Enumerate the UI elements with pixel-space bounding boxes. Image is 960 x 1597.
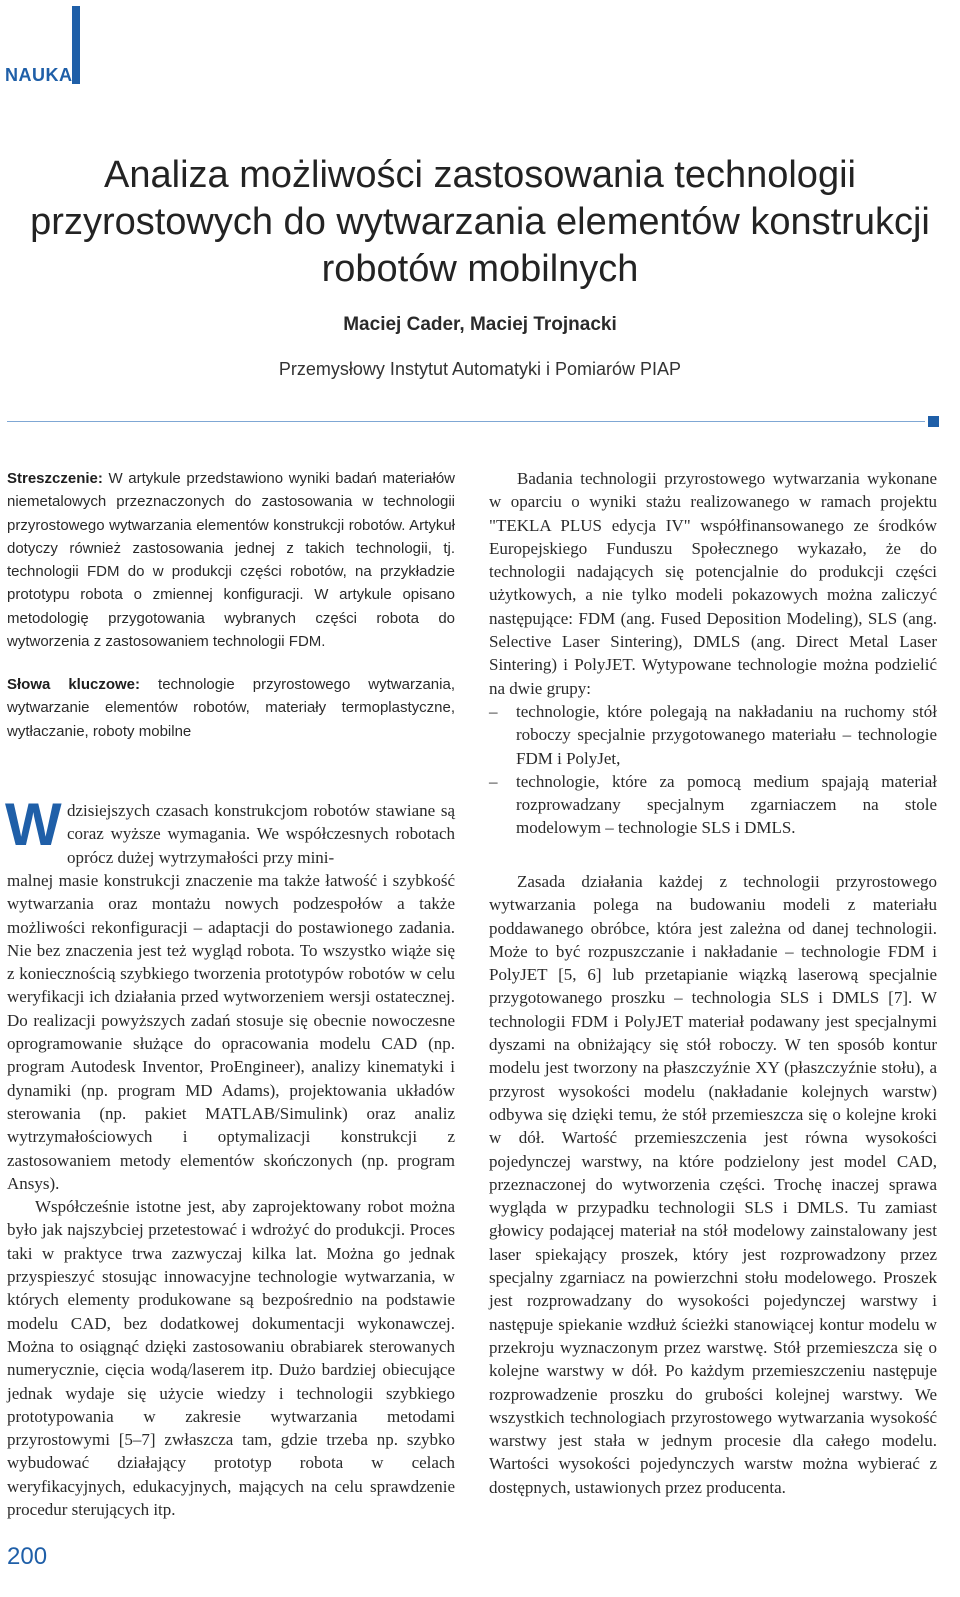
- section-label: NAUKA: [5, 65, 73, 85]
- list-item: [489, 770, 937, 840]
- abstract-label: Streszczenie:: [7, 470, 103, 487]
- abstract-text: W artykule przedstawiono wyniki badań materiałów niemetalowych przeznaczonych do zastosowania w technologii przyrostowego wytwarzania elementów konstrukcji robotów. Artykuł dotyczy również zastosowania jednej z takich technologii, tj. technologii FDM do w produkcji części robotów, na przykładzie prototypu robota o zmiennej konfiguracji. W artykule opisano metodologię przygotowania wybranych części robota do wytworzenia z zastosowaniem technologii FDM.: [7, 470, 455, 651]
- list-item-text: technologie, które za pomocą medium spajają materiał rozprowadzany specjalnym zgarniaczem na stole modelowym – technologie SLS i DMLS.: [516, 771, 937, 838]
- author-affiliation: Przemysłowy Instytut Automatyki i Pomiarów PIAP: [278, 359, 682, 379]
- keywords-label: Słowa kluczowe:: [7, 676, 141, 693]
- paragraph-4: Zasada działania każdej z technologii przyrostowego wytwarzania polega na budowaniu modeli z materiału poddawanego obróbce, która jest zależna od danej technologii. Może to być rozpuszczanie i nakładanie – technologie FDM i PolyJET [5, 6] lub przetapianie wiązką laserową specjalnie przygotowanego proszku – technologia SLS i DMLS [7]. W technologii FDM i PolyJET materiał podawany jest specjalnymi dyszami na obniżający się stół roboczy. W ten sposób kontur modelu jest tworzony na płaszczyźnie XY (płaszczyźnie stołu), a przyrost wysokości modelu (nakładanie kolejnych warstw) odbywa się dzięki temu, że stół przemieszcza się o kolejne kroki w dół. Wartość przemieszczenia jest równa wysokości pojedynczej warstwy, na które podzielony jest model CAD, przeznaczonej do wytworzenia części. Trochę inaczej sprawa wygląda w przypadku technologii SLS i DMLS. Tu zamiast głowicy podającej materiał na stół modelowy zainstalowany jest laser spiekający proszek, który jest rozprowadzony przez specjalny zgarniacz na powierzchni stołu modelowego. Proszek jest rozprowadzany do wysokości pojedynczej warstwy i następuje spiekanie wzdłuż ścieżki stanowiącej kontur modelu w przekroju wyznaczonym przez warstwę. Stół przemieszcza się o kolejne warstwy w dół. Po każdym przemieszczeniu następuje rozprowadzenie proszku do grubości kolejnej warstwy. We wszystkich technologiach przyrostowego wytwarzania wysokość warstwy jest stała w jednym procesie dla całego modelu. Wartości wysokości pojedynczych warstw można wybierać z dostępnych, ustawionych przez producenta.: [489, 872, 937, 1497]
- right-column-top: [489, 467, 937, 840]
- section-accent-bar: [72, 6, 80, 84]
- list-item: [489, 700, 937, 770]
- divider-square-marker: [928, 416, 939, 427]
- intro-paragraph-start: dzisiejszych czasach konstrukcjom robotów stawiane są coraz wyższe wymagania. We współczesnych robotach oprócz dużej wytrzymałości przy mini-: [67, 801, 455, 867]
- keywords: [7, 673, 455, 743]
- article-title: Analiza możliwości zastosowania technologii przyrostowych do wytwarzania elementów konstrukcji robotów mobilnych: [30, 154, 930, 290]
- list-item-text: technologie, które polegają na nakładaniu na ruchomy stół roboczy specjalnie przygotowanego materiału – technologie FDM i PolyJet,: [516, 701, 937, 768]
- paragraph-1-continuation: malnej masie konstrukcji znaczenie ma także łatwość i szybkość wytwarzania oraz montażu nowych podzespołów a także możliwości rekonfiguracji – adaptacji do postawionego zadania. Nie bez znaczenia jest też wygląd robota. To wszystko wiąże się z koniecznością szybkiego tworzenia prototypów robotów w celu weryfikacji ich działania przed wytworzeniem wersji ostatecznej. Do realizacji powyższych zadań stosuje się obecnie nowoczesne oprogramowanie służące do opracowania modelu CAD (np. program Autodesk Inventor, ProEngineer), analizy kinematyki i dynamiki (np. program MD Adams), projektowania układów sterowania (np. pakiet MATLAB/Simulink) oraz analiz wytrzymałościowych i optymalizacji konstrukcji z zastosowaniem metody elementów skończonych (np. program Ansys).: [7, 871, 455, 1193]
- paragraph-2: Współcześnie istotne jest, aby zaprojektowany robot można było jak najszybciej przetestować i wdrożyć do produkcji. Proces taki w praktyce trwa zazwyczaj kilka lat. Można go jednak przyspieszyć stosując innowacyjne technologie wytwarzania, w których elementy produkowane są bezpośrednio na podstawie modelu CAD, bez dodatkowej dokumentacji wykonawczej. Można to osiągnąć dzięki zastosowaniu obrabiarek sterowanych numerycznie, cięcia wodą/laserem itp. Dużo bardziej obiecujące jednak wydaje się użycie wiedzy i technologii szybkiego prototypowania w zakresie wytwarzania metodami przyrostowymi [5–7] zwłaszcza tam, gdzie trzeba np. szybko wybudować działający prototyp robota w celach weryfikacyjnych, edukacyjnych, mających na celu sprawdzenie procedur sterujących itp.: [7, 1197, 455, 1520]
- list-dash: –: [489, 701, 498, 721]
- keywords-text: technologie przyrostowego wytwarzania, wytwarzanie elementów robotów, materiały termoplastyczne, wytłaczanie, roboty mobilne: [7, 676, 455, 740]
- header-divider: [7, 421, 925, 422]
- abstract: [7, 467, 455, 653]
- page-number: 200: [7, 1543, 48, 1570]
- article-authors: Maciej Cader, Maciej Trojnacki: [343, 314, 617, 335]
- list-dash: –: [489, 771, 498, 791]
- right-column-bottom: [489, 870, 937, 1499]
- drop-cap: W: [5, 791, 62, 858]
- left-column-body: [7, 869, 455, 1521]
- paragraph-3: Badania technologii przyrostowego wytwarzania wykonane w oparciu o wyniki stażu realizowanego w ramach projektu "TEKLA PLUS edycja IV" współfinansowanego ze środków Europejskiego Funduszu Społecznego wykazało, że do technologii nadających się potencjalnie do produkcji części użytkowych, a nie tylko modeli pokazowych można zaliczyć następujące: FDM (ang. Fused Deposition Modeling), SLS (ang. Selective Laser Sintering), DMLS (ang. Direct Metal Laser Sintering) i PolyJET. Wytypowane technologie można podzielić na dwie grupy:: [489, 469, 937, 698]
